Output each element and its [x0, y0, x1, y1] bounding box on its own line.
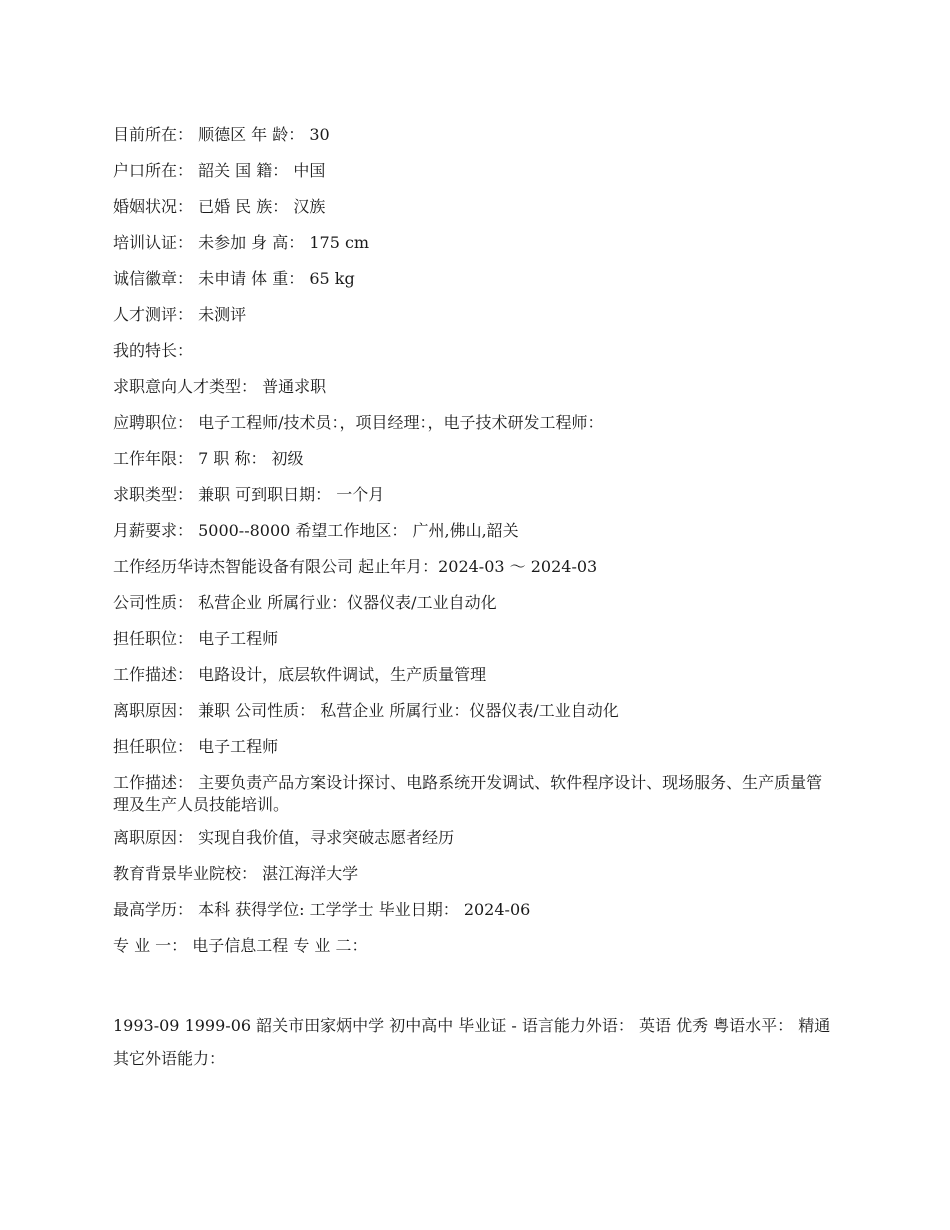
specialty-line: 我的特长： [113, 341, 194, 360]
current-location-line: 目前所在： 顺德区 年 龄： 30 [113, 125, 330, 144]
leave-reason-line: 离职原因： 兼职 公司性质： 私营企业 所属行业：仪器仪表/工业自动化 [113, 701, 619, 720]
other-language-line: 其它外语能力： [113, 1049, 226, 1068]
highest-degree-line: 最高学历： 本科 获得学位: 工学学士 毕业日期： 2024-06 [113, 900, 531, 919]
salary-line: 月薪要求： 5000--8000 希望工作地区： 广州,佛山,韶关 [113, 521, 519, 540]
work-years-line: 工作年限： 7 职 称： 初级 [113, 449, 304, 468]
applied-position-line: 应聘职位： 电子工程师/技术员：，项目经理：，电子技术研发工程师： [113, 413, 604, 432]
company-nature-line: 公司性质： 私营企业 所属行业：仪器仪表/工业自动化 [113, 593, 497, 612]
job-description-line-2: 工作描述： 主要负责产品方案设计探讨、电路系统开发调试、软件程序设计、现场服务、生产质量管理及生产人员技能培训。 [113, 773, 823, 814]
major-line: 专 业 一： 电子信息工程 专 业 二： [113, 936, 368, 955]
job-description-line: 工作描述： 电路设计，底层软件调试，生产质量管理 [113, 665, 487, 684]
work-experience-header-line: 工作经历华诗杰智能设备有限公司 起止年月：2024-03 ～ 2024-03 [113, 557, 598, 576]
integrity-badge-line: 诚信徽章： 未申请 体 重： 65 kg [113, 269, 355, 288]
education-history-language-line: 1993-09 1999-06 韶关市田家炳中学 初中高中 毕业证 - 语言能力外语： 英语 优秀 粤语水平： 精通 [113, 1016, 831, 1035]
resume-document [113, 124, 838, 1084]
position-held-line: 担任职位： 电子工程师 [113, 629, 279, 648]
marital-status-line: 婚姻状况： 已婚 民 族： 汉族 [113, 197, 326, 216]
job-intent-type-line: 求职意向人才类型： 普通求职 [113, 377, 327, 396]
education-school-line: 教育背景毕业院校： 湛江海洋大学 [113, 864, 359, 883]
section-spacer [113, 971, 838, 1015]
job-type-line: 求职类型： 兼职 可到职日期： 一个月 [113, 485, 385, 504]
hukou-line: 户口所在： 韶关 国 籍： 中国 [113, 161, 326, 180]
talent-assessment-line: 人才测评： 未测评 [113, 305, 247, 324]
position-held-line-2: 担任职位： 电子工程师 [113, 737, 279, 756]
training-cert-line: 培训认证： 未参加 身 高： 175 cm [113, 233, 370, 252]
leave-reason-line-2: 离职原因： 实现自我价值，寻求突破志愿者经历 [113, 828, 455, 847]
